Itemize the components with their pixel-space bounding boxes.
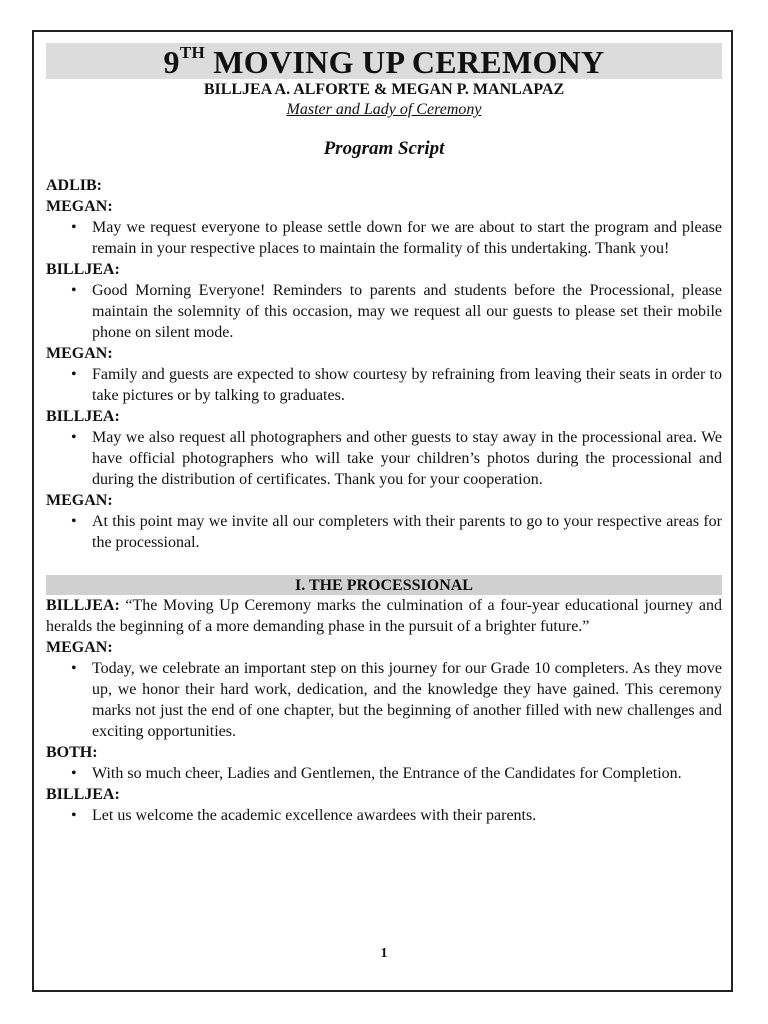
intro-quote: “The Moving Up Ceremony marks the culmination of a four-year educational journey and heralds the beginning of a more demanding phase in the pursuit of a brighter future.” [46,597,722,635]
speaker-label: BILLJEA: [46,408,120,425]
hosts-names: BILLJEA A. ALFORTE & MEGAN P. MANLAPAZ [203,81,565,98]
speaker-block [46,784,722,826]
script-line: • May we request everyone to please settle down for we are about to start the program and please remain in your respective places to maintain the formality of this undertaking. Thank you! [46,217,722,259]
speaker-block [46,406,722,490]
script-line: • Let us welcome the academic excellence awardees with their parents. [46,805,722,826]
speaker-label: MEGAN: [46,345,113,362]
speaker-block [46,490,722,553]
script-line: • Good Morning Everyone! Reminders to parents and students before the Processional, please maintain the solemnity of this occasion, may we request all our guests to please set their mobile phone on silent mode. [46,280,722,343]
speaker-label: MEGAN: [46,198,113,215]
script-line: • With so much cheer, Ladies and Gentlemen, the Entrance of the Candidates for Completion. [46,763,722,784]
speaker-label: BILLJEA: [46,597,120,614]
script-title: Program Script [323,138,445,159]
speaker-block [46,196,722,259]
script-line: • Today, we celebrate an important step on this journey for our Grade 10 completers. As they move up, we honor their hard work, dedication, and the knowledge they have gained. This ceremony marks not just the end of one chapter, but the beginning of another filled with new challenges and exciting opportunities. [46,658,722,742]
ceremony-title: 9TH MOVING UP CEREMONY [46,43,722,79]
script-line: • May we also request all photographers and other guests to stay away in the processional area. We have official photographers who will take your children’s photos during the processional and during the distribution of certificates. Thank you for your cooperation. [46,427,722,490]
speaker-block [46,637,722,742]
script-line: • Family and guests are expected to show courtesy by refraining from leaving their seats in order to take pictures or by talking to graduates. [46,364,722,406]
speaker-block [46,343,722,406]
speaker-label: BILLJEA: [46,261,120,278]
section-heading-processional: I. THE PROCESSIONAL [46,575,722,595]
processional-intro [46,595,722,637]
speaker-block [46,259,722,343]
speaker-label: MEGAN: [46,492,113,509]
speaker-label: BILLJEA: [46,786,120,803]
speaker-block [46,742,722,784]
speaker-label: MEGAN: [46,639,113,656]
page-number: 1 [380,946,388,961]
hosts-role: Master and Lady of Ceremony [286,101,482,118]
speaker-label: BOTH: [46,744,98,761]
script-line: • At this point may we invite all our completers with their parents to go to your respective areas for the processional. [46,511,722,553]
document-body [46,43,722,826]
adlib-label: ADLIB: [46,177,103,194]
